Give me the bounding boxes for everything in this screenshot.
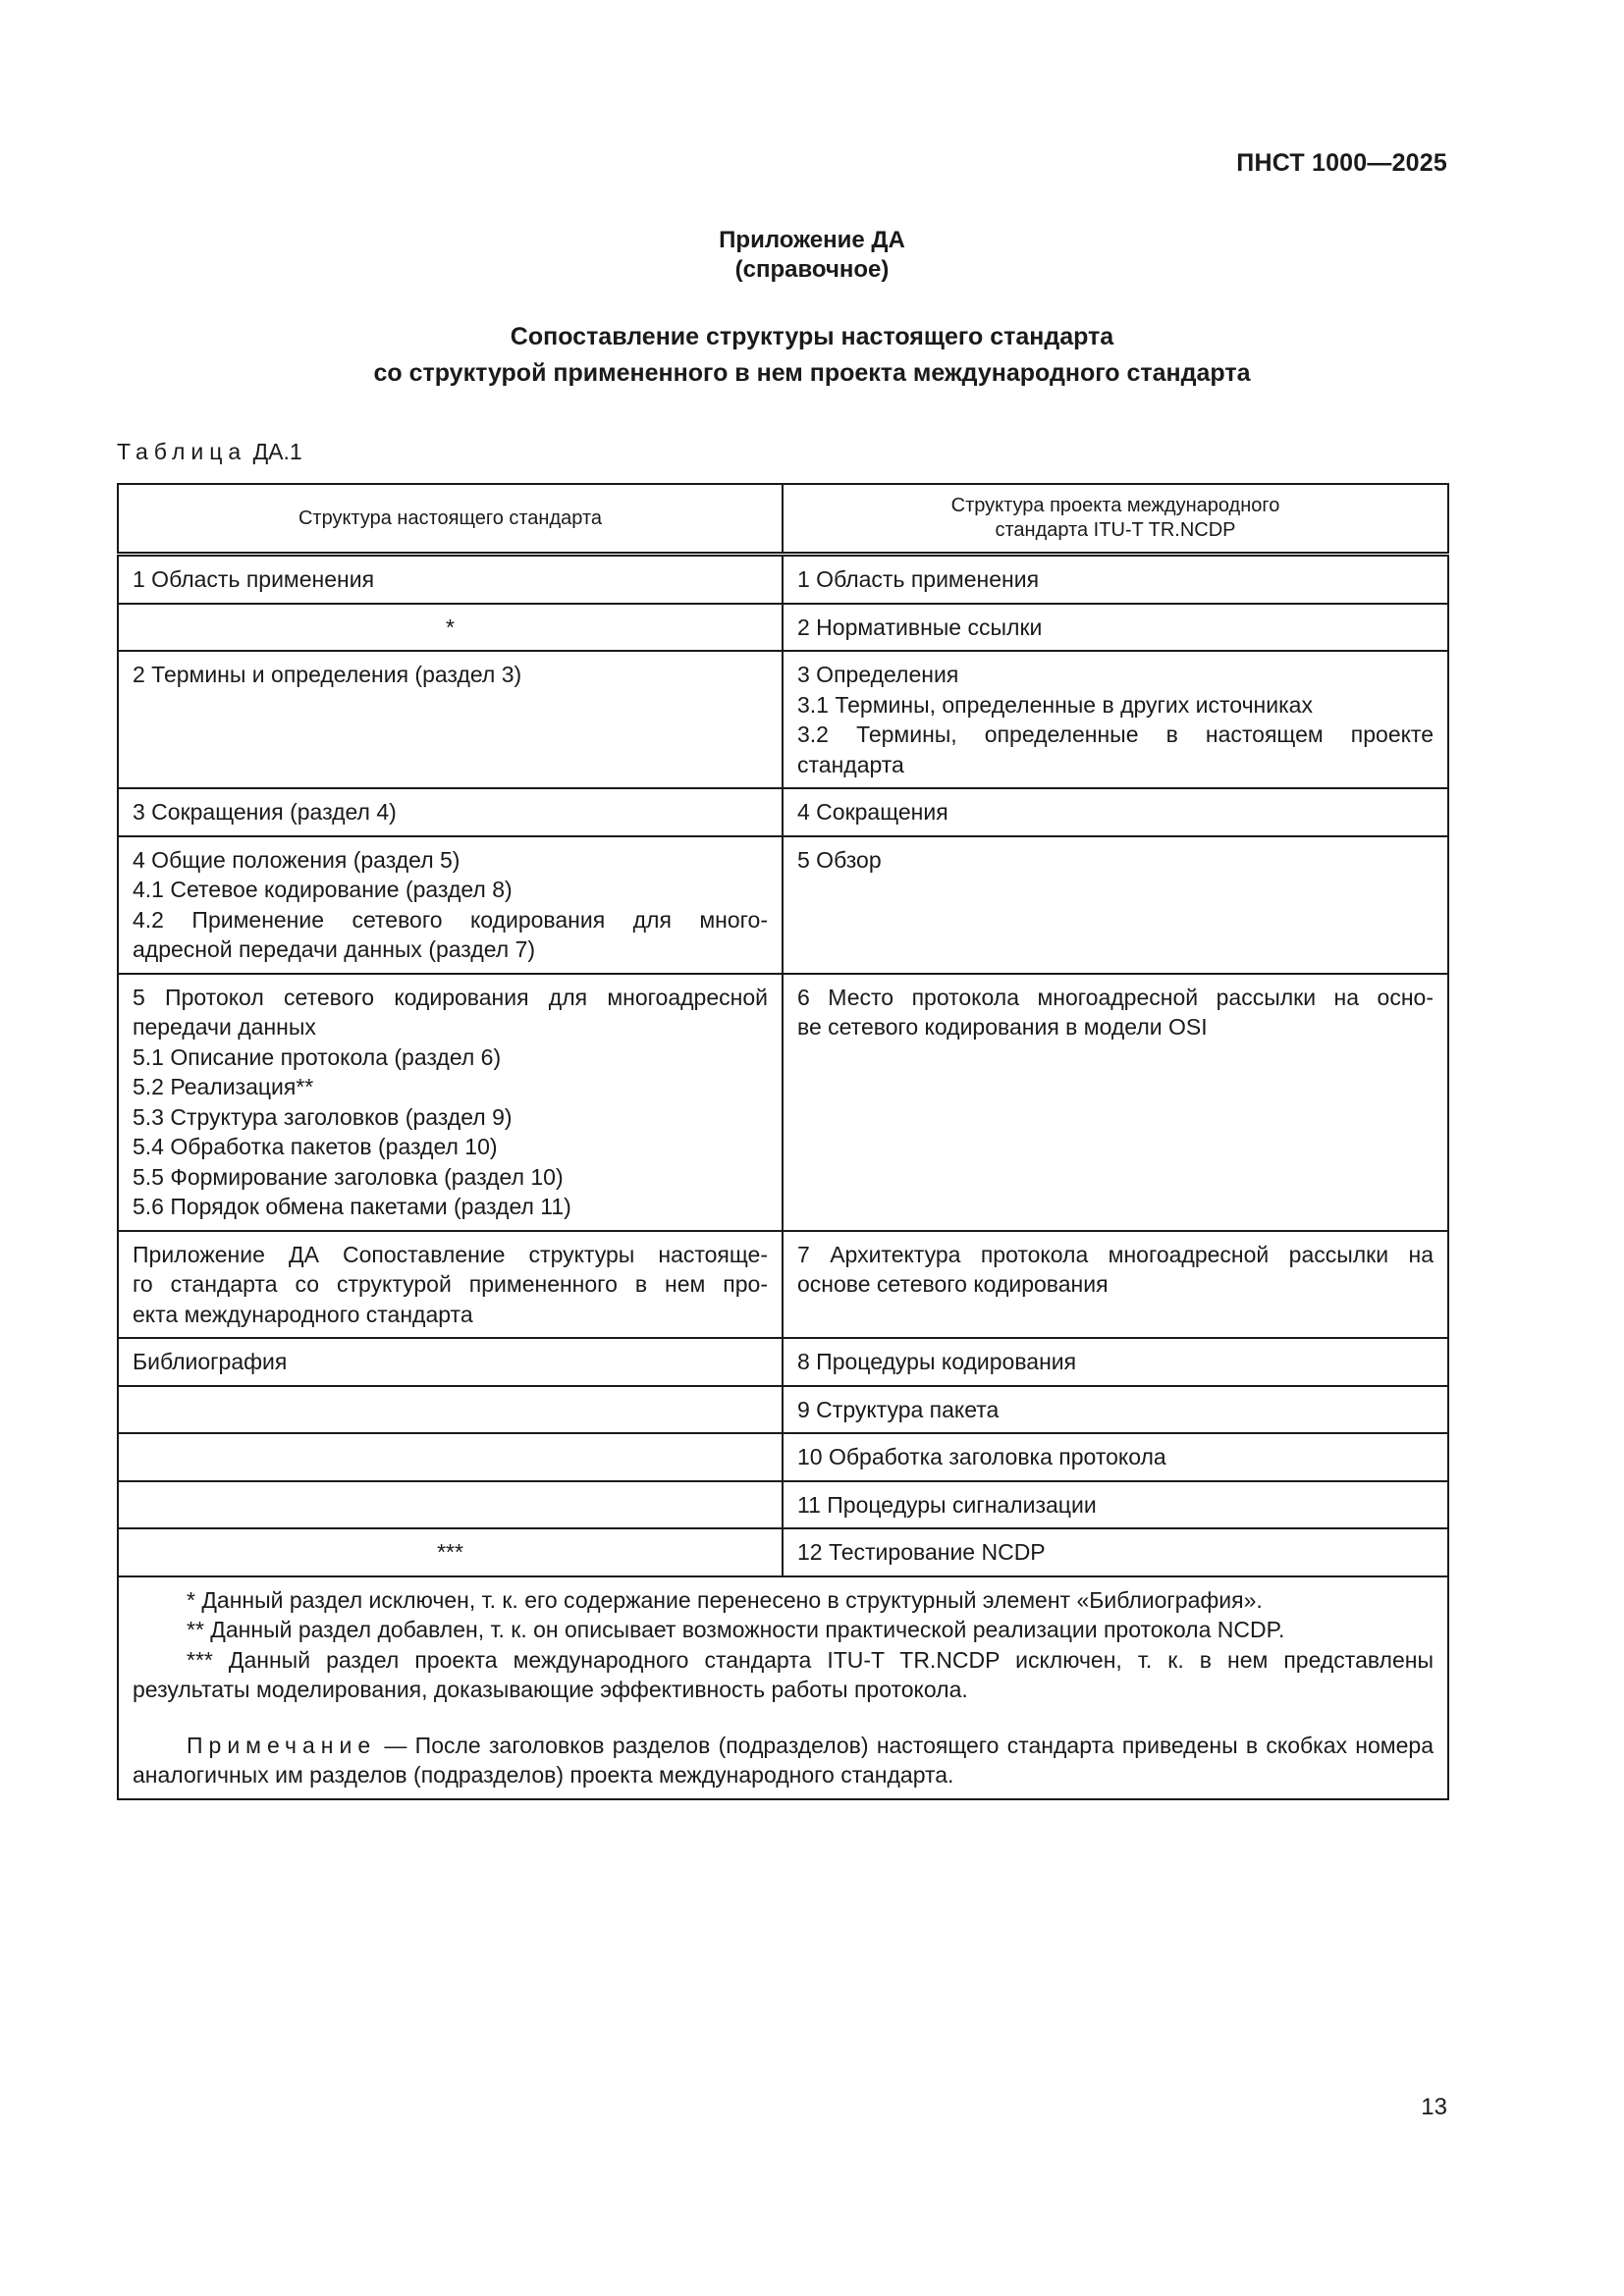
cell-line: Библиография [133, 1349, 288, 1374]
annex-title: Приложение ДА [719, 227, 905, 253]
spacer [133, 1705, 1434, 1731]
table-row [118, 1433, 1448, 1481]
cell-right [783, 788, 1448, 836]
cell-line: 5 Обзор [797, 846, 882, 873]
cell-line: 4.1 Сетевое кодирование (раздел 8) [133, 877, 513, 902]
cell-line: * [446, 614, 455, 640]
table-row [118, 974, 1448, 1231]
cell-line: 5.3 Структура заголовков (раздел 9) [133, 1103, 513, 1130]
cell-line: 5.2 Реализация** [133, 1074, 314, 1099]
cell-left-empty [118, 1386, 783, 1434]
cell-left-empty [118, 1433, 783, 1481]
cell-right [783, 974, 1448, 1231]
table-row [118, 555, 1448, 604]
cell-line: 5.4 Обработка пакетов (раздел 10) [133, 1134, 498, 1159]
cell-line: 5 Протокол сетевого кодирования для многоадресной [133, 984, 768, 1010]
cell-line: 5.1 Описание протокола (раздел 6) [133, 1043, 502, 1070]
cell-line: 9 Структура пакета [797, 1396, 1000, 1422]
document-code: ПНСТ 1000—2025 [1236, 149, 1447, 177]
cell-line: 7 Архитектура протокола многоадресной рассылки на [797, 1241, 1434, 1267]
section-title [0, 319, 1624, 392]
table-row [118, 651, 1448, 788]
cell-right [783, 1481, 1448, 1529]
cell-right [783, 1231, 1448, 1339]
cell-left [118, 788, 783, 836]
cell-left [118, 1231, 783, 1339]
cell-line: Приложение ДА Сопоставление структуры настояще- [133, 1241, 768, 1267]
cell-line: 2 Нормативные ссылки [797, 614, 1043, 640]
table-footnotes-row [118, 1576, 1448, 1799]
table-row [118, 1386, 1448, 1434]
section-title-line-1: Сопоставление структуры настоящего стандарта [510, 323, 1114, 350]
comparison-table [117, 483, 1449, 1800]
table-row [118, 836, 1448, 974]
cell-line: 3.1 Термины, определенные в других источниках [797, 691, 1313, 718]
cell-line: 5.6 Порядок обмена пакетами (раздел 11) [133, 1194, 571, 1219]
cell-right [783, 1386, 1448, 1434]
table-row [118, 1338, 1448, 1386]
cell-line: 4 Общие положения (раздел 5) [133, 846, 460, 873]
cell-line: 4 Сокращения [797, 799, 948, 825]
cell-right [783, 604, 1448, 652]
footnote-2: ** Данный раздел добавлен, т. к. он описывает возможности практической реализации протокола NCDP. [187, 1617, 1285, 1642]
cell-line: адресной передачи данных (раздел 7) [133, 936, 536, 962]
cell-right [783, 836, 1448, 974]
table-footnotes [118, 1576, 1448, 1799]
cell-line: 10 Обработка заголовка протокола [797, 1444, 1166, 1469]
col-header-line: Структура проекта международного [950, 495, 1280, 516]
footnote-3: *** Данный раздел проекта международного стандарта ITU-T TR.NCDP исключен, т. к. в нем представлены результаты моделирования, доказывающие эффективность работы протокола. [133, 1646, 1434, 1702]
cell-line: 12 Тестирование NCDP [797, 1539, 1046, 1565]
cell-right [783, 555, 1448, 604]
cell-left [118, 974, 783, 1231]
table-label-number: ДА.1 [252, 439, 302, 464]
cell-line: ве сетевого кодирования в модели OSI [797, 1014, 1208, 1040]
cell-line: 6 Место протокола многоадресной рассылки на осно- [797, 984, 1434, 1010]
cell-line: 3.2 Термины, определенные в настоящем проекте [797, 721, 1434, 747]
cell-line: основе сетевого кодирования [797, 1271, 1109, 1297]
cell-line [133, 1442, 768, 1472]
cell-left [118, 651, 783, 788]
cell-line: стандарта [797, 751, 904, 777]
cell-line: 3 Определения [797, 662, 959, 687]
cell-line: го стандарта со структурой примененного в нем про- [133, 1271, 768, 1297]
table-label-word: Таблица [117, 439, 247, 464]
cell-line: 3 Сокращения (раздел 4) [133, 799, 397, 825]
cell-line [133, 1490, 768, 1521]
cell-line: 11 Процедуры сигнализации [797, 1491, 1097, 1518]
cell-line: *** [437, 1539, 463, 1565]
table-row [118, 788, 1448, 836]
cell-line: 2 Термины и определения (раздел 3) [133, 662, 522, 687]
cell-left [118, 555, 783, 604]
page-number: 13 [1421, 2094, 1447, 2120]
cell-right [783, 651, 1448, 788]
cell-line: 8 Процедуры кодирования [797, 1349, 1077, 1374]
note-label: Примечание [187, 1732, 377, 1758]
cell-line: 1 Область применения [133, 566, 375, 592]
note-text: — После заголовков разделов (подразделов) настоящего стандарта приведены в скобках номера аналогичных им разделов (подразделов) проекта международного стандарта. [133, 1732, 1434, 1788]
cell-line: 4.2 Применение сетевого кодирования для много- [133, 906, 768, 933]
cell-right [783, 1433, 1448, 1481]
cell-line: 1 Область применения [797, 566, 1040, 592]
table-label [117, 439, 302, 465]
cell-left-empty [118, 1481, 783, 1529]
cell-left [118, 1338, 783, 1386]
table-row [118, 1481, 1448, 1529]
table-row [118, 604, 1448, 652]
col-header-current-standard: Структура настоящего стандарта [118, 484, 783, 555]
cell-left [118, 836, 783, 974]
cell-left [118, 1528, 783, 1576]
table-header-row [118, 484, 1448, 555]
cell-line: екта международного стандарта [133, 1301, 473, 1327]
cell-line: передачи данных [133, 1014, 316, 1040]
col-header-international-draft [783, 484, 1448, 555]
section-title-line-2: со структурой примененного в нем проекта международного стандарта [373, 359, 1251, 387]
cell-line: 5.5 Формирование заголовка (раздел 10) [133, 1163, 564, 1190]
table-note [133, 1731, 1434, 1790]
footnote-1: * Данный раздел исключен, т. к. его содержание перенесено в структурный элемент «Библиография». [187, 1586, 1263, 1613]
cell-line [133, 1395, 768, 1425]
cell-right [783, 1338, 1448, 1386]
table-row [118, 1528, 1448, 1576]
annex-heading [0, 226, 1624, 285]
cell-left [118, 604, 783, 652]
col-header-line: стандарта ITU-T TR.NCDP [995, 519, 1236, 541]
table-row [118, 1231, 1448, 1339]
cell-right [783, 1528, 1448, 1576]
annex-subtitle: (справочное) [734, 256, 890, 283]
